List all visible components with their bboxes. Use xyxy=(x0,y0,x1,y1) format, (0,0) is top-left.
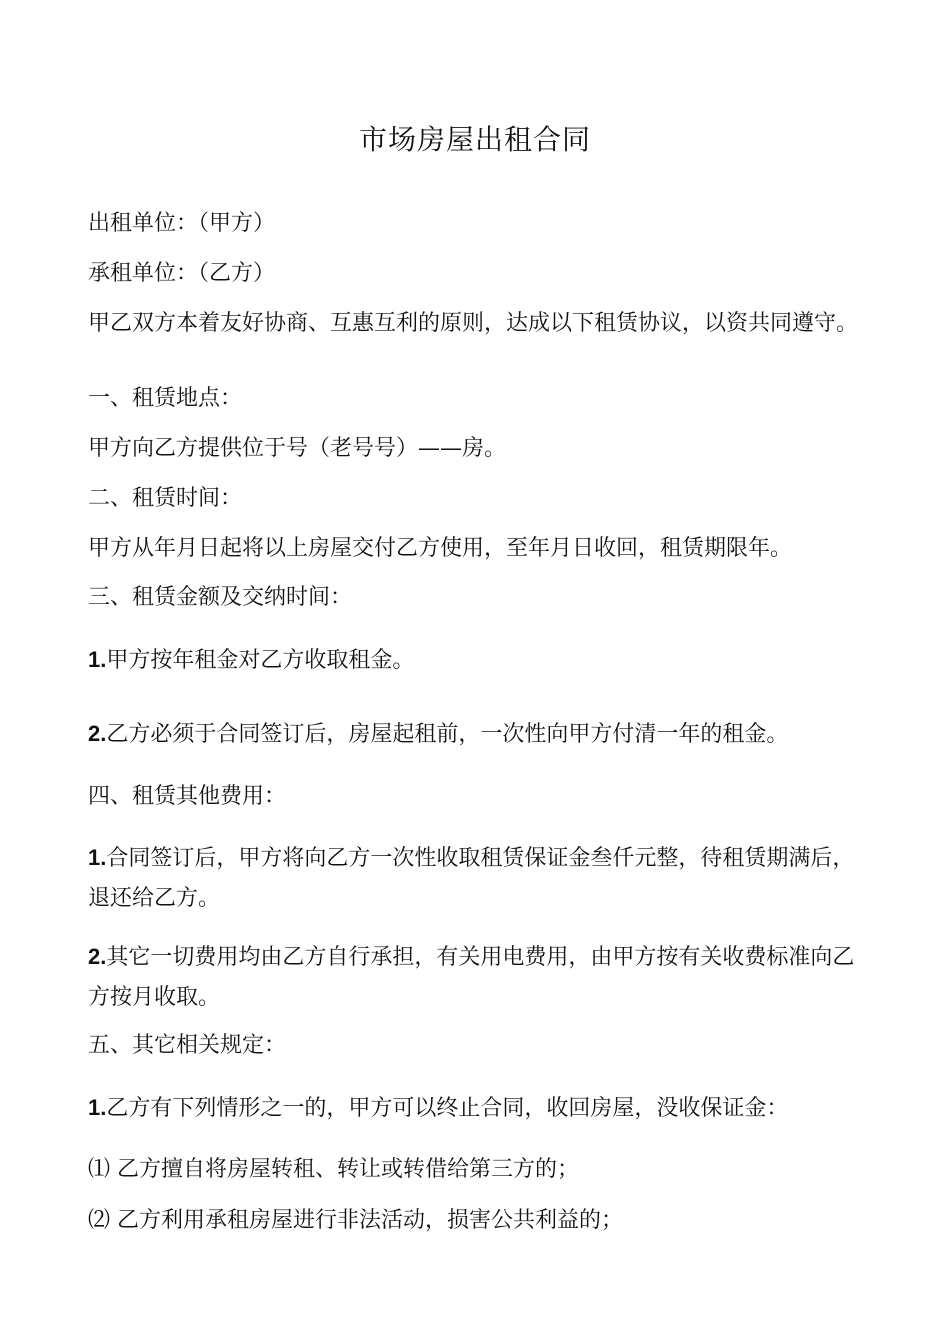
paragraph-text: 甲方按年租金对乙方收取租金。 xyxy=(106,648,415,673)
item-number: 1. xyxy=(88,845,107,870)
paragraph-text: 三、租赁金额及交纳时间： xyxy=(88,585,353,610)
item-number: 2. xyxy=(88,721,107,746)
termination-sub-item-1 xyxy=(88,1158,868,1182)
section-heading-2 xyxy=(88,487,868,511)
termination-item-1 xyxy=(88,1096,868,1121)
item-number: 2. xyxy=(88,944,107,969)
term-paragraph xyxy=(88,537,868,561)
rent-item-2 xyxy=(88,722,868,747)
paragraph-text: ⑵ 乙方利用承租房屋进行非法活动，损害公共利益的； xyxy=(88,1208,623,1233)
location-paragraph xyxy=(88,437,868,461)
item-number: 1. xyxy=(88,647,107,672)
paragraph-text: 甲方从年月日起将以上房屋交付乙方使用，至年月日收回，租赁期限年。 xyxy=(88,536,793,561)
fees-item-1 xyxy=(88,838,868,919)
paragraph-text: ⑴ 乙方擅自将房屋转租、转让或转借给第三方的； xyxy=(88,1157,579,1182)
paragraph-text: 乙方有下列情形之一的，甲方可以终止合同，收回房屋，没收保证金： xyxy=(106,1096,789,1121)
paragraph-text: 承租单位：（乙方） xyxy=(88,261,276,286)
lessor-line xyxy=(88,212,868,236)
paragraph-text: 甲方向乙方提供位于号（老号号）——房。 xyxy=(88,436,507,461)
item-number: 1. xyxy=(88,1095,107,1120)
lessee-line xyxy=(88,262,868,286)
paragraph-text: 乙方必须于合同签订后，房屋起租前，一次性向甲方付清一年的租金。 xyxy=(106,722,789,747)
paragraph-text: 五、其它相关规定： xyxy=(88,1033,287,1058)
preamble-paragraph xyxy=(88,312,868,336)
section-heading-3 xyxy=(88,586,868,610)
document-title: 市场房屋出租合同 xyxy=(358,123,591,156)
section-heading-5 xyxy=(88,1034,868,1058)
rent-item-1 xyxy=(88,648,868,673)
section-heading-4 xyxy=(88,785,868,809)
paragraph-text: 其它一切费用均由乙方自行承担，有关用电费用，由甲方按有关收费标准向乙方按月收取。 xyxy=(88,945,855,1010)
section-heading-1 xyxy=(88,387,868,411)
termination-sub-item-2 xyxy=(88,1209,868,1233)
paragraph-text: 甲乙双方本着友好协商、互惠互利的原则，达成以下租赁协议，以资共同遵守。 xyxy=(88,311,859,336)
fees-item-2 xyxy=(88,937,868,1018)
paragraph-text: 合同签订后，甲方将向乙方一次性收取租赁保证金叁仟元整，待租赁期满后，退还给乙方。 xyxy=(88,846,855,911)
paragraph-text: 四、租赁其他费用： xyxy=(88,784,287,809)
paragraph-text: 一、租赁地点： xyxy=(88,386,243,411)
paragraph-text: 二、租赁时间： xyxy=(88,486,243,511)
paragraph-text: 出租单位：（甲方） xyxy=(88,211,276,236)
